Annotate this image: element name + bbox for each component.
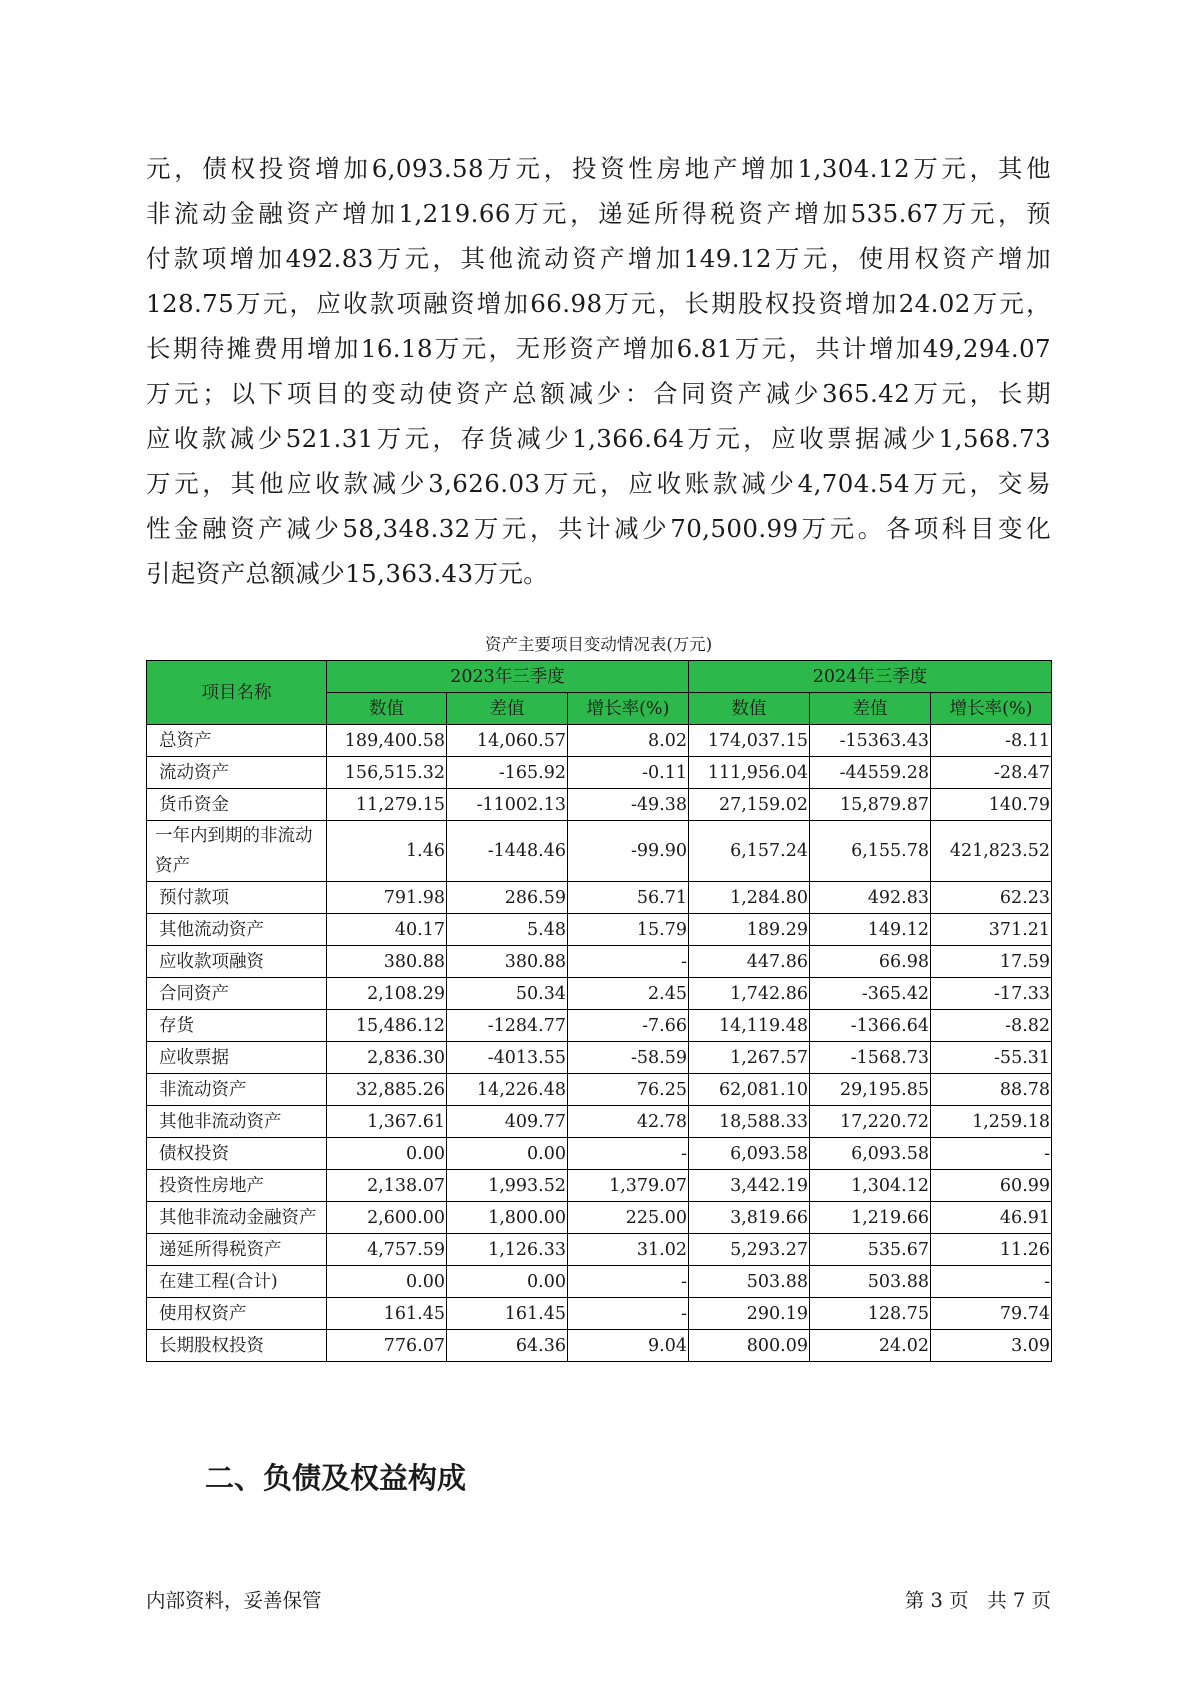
row-name-cell: 投资性房地产 — [147, 1170, 327, 1202]
diff-2023-cell: 5.48 — [447, 914, 568, 946]
asset-change-table — [146, 660, 1052, 1362]
value-2023-cell: 2,836.30 — [327, 1042, 447, 1074]
value-2023-cell: 2,138.07 — [327, 1170, 447, 1202]
paragraph-line: 应收款减少521.31万元，存货减少1,366.64万元，应收票据减少1,568.73 — [146, 424, 1051, 453]
row-name-cell: 货币资金 — [147, 789, 327, 821]
row-name-cell: 递延所得税资产 — [147, 1234, 327, 1266]
diff-2024-cell: 15,879.87 — [810, 789, 931, 821]
diff-2023-cell: 409.77 — [447, 1106, 568, 1138]
growth-2024-cell: -8.11 — [931, 725, 1052, 757]
diff-2024-cell: 66.98 — [810, 946, 931, 978]
diff-2024-cell: 1,219.66 — [810, 1202, 931, 1234]
growth-2024-cell: 62.23 — [931, 882, 1052, 914]
growth-2023-cell: -58.59 — [568, 1042, 689, 1074]
paragraph-line: 万元，其他应收款减少3,626.03万元，应收账款减少4,704.54万元，交易 — [146, 469, 1051, 498]
diff-2024-cell: -15363.43 — [810, 725, 931, 757]
growth-2024-cell: 60.99 — [931, 1170, 1052, 1202]
table-row — [147, 1330, 1052, 1362]
table-row — [147, 882, 1052, 914]
row-name-cell: 使用权资产 — [147, 1298, 327, 1330]
value-2023-cell: 4,757.59 — [327, 1234, 447, 1266]
subheader-growth-2023: 增长率(%) — [568, 693, 689, 725]
subheader-growth-2024: 增长率(%) — [931, 693, 1052, 725]
growth-2023-cell: - — [568, 946, 689, 978]
table-row — [147, 821, 1052, 882]
value-2023-cell: 776.07 — [327, 1330, 447, 1362]
growth-2024-cell: 140.79 — [931, 789, 1052, 821]
diff-2023-cell: 0.00 — [447, 1138, 568, 1170]
growth-2023-cell: -7.66 — [568, 1010, 689, 1042]
growth-2024-cell: 11.26 — [931, 1234, 1052, 1266]
growth-2023-cell: -0.11 — [568, 757, 689, 789]
diff-2023-cell: -11002.13 — [447, 789, 568, 821]
diff-2023-cell: 64.36 — [447, 1330, 568, 1362]
value-2024-cell: 14,119.48 — [689, 1010, 810, 1042]
diff-2023-cell: 1,993.52 — [447, 1170, 568, 1202]
table-row — [147, 1170, 1052, 1202]
table-row — [147, 1010, 1052, 1042]
value-2023-cell: 791.98 — [327, 882, 447, 914]
value-2023-cell: 32,885.26 — [327, 1074, 447, 1106]
diff-2023-cell: 1,126.33 — [447, 1234, 568, 1266]
growth-2024-cell: -8.82 — [931, 1010, 1052, 1042]
row-name-cell: 债权投资 — [147, 1138, 327, 1170]
growth-2024-cell: 371.21 — [931, 914, 1052, 946]
row-name-cell: 存货 — [147, 1010, 327, 1042]
value-2024-cell: 1,267.57 — [689, 1042, 810, 1074]
row-name-cell: 合同资产 — [147, 978, 327, 1010]
value-2023-cell: 156,515.32 — [327, 757, 447, 789]
table-row — [147, 1234, 1052, 1266]
paragraph-line: 非流动金融资产增加1,219.66万元，递延所得税资产增加535.67万元，预 — [146, 199, 1051, 228]
diff-2023-cell: 1,800.00 — [447, 1202, 568, 1234]
growth-2023-cell: -49.38 — [568, 789, 689, 821]
value-2023-cell: 0.00 — [327, 1138, 447, 1170]
value-2023-cell: 40.17 — [327, 914, 447, 946]
growth-2024-cell: 46.91 — [931, 1202, 1052, 1234]
growth-2024-cell: - — [931, 1266, 1052, 1298]
value-2024-cell: 6,157.24 — [689, 821, 810, 882]
value-2024-cell: 174,037.15 — [689, 725, 810, 757]
row-name-cell: 流动资产 — [147, 757, 327, 789]
value-2024-cell: 447.86 — [689, 946, 810, 978]
value-2023-cell: 15,486.12 — [327, 1010, 447, 1042]
value-2024-cell: 18,588.33 — [689, 1106, 810, 1138]
diff-2024-cell: 503.88 — [810, 1266, 931, 1298]
diff-2023-cell: -1284.77 — [447, 1010, 568, 1042]
growth-2023-cell: 42.78 — [568, 1106, 689, 1138]
diff-2023-cell: 14,060.57 — [447, 725, 568, 757]
row-name-cell: 应收票据 — [147, 1042, 327, 1074]
value-2024-cell: 189.29 — [689, 914, 810, 946]
growth-2024-cell: - — [931, 1138, 1052, 1170]
value-2024-cell: 5,293.27 — [689, 1234, 810, 1266]
growth-2024-cell: 17.59 — [931, 946, 1052, 978]
value-2023-cell: 1.46 — [327, 821, 447, 882]
growth-2024-cell: -17.33 — [931, 978, 1052, 1010]
growth-2023-cell: - — [568, 1266, 689, 1298]
paragraph-line: 128.75万元，应收款项融资增加66.98万元，长期股权投资增加24.02万元， — [146, 289, 1051, 318]
diff-2024-cell: -365.42 — [810, 978, 931, 1010]
growth-2023-cell: -99.90 — [568, 821, 689, 882]
row-name-cell: 其他流动资产 — [147, 914, 327, 946]
diff-2023-cell: 380.88 — [447, 946, 568, 978]
subheader-diff-2023: 差值 — [447, 693, 568, 725]
diff-2023-cell: 286.59 — [447, 882, 568, 914]
diff-2023-cell: -165.92 — [447, 757, 568, 789]
diff-2024-cell: 17,220.72 — [810, 1106, 931, 1138]
diff-2024-cell: 1,304.12 — [810, 1170, 931, 1202]
growth-2024-cell: 88.78 — [931, 1074, 1052, 1106]
table-row — [147, 757, 1052, 789]
value-2024-cell: 503.88 — [689, 1266, 810, 1298]
value-2024-cell: 3,819.66 — [689, 1202, 810, 1234]
paragraph-line: 万元；以下项目的变动使资产总额减少：合同资产减少365.42万元，长期 — [146, 379, 1051, 408]
growth-2023-cell: 15.79 — [568, 914, 689, 946]
value-2023-cell: 11,279.15 — [327, 789, 447, 821]
row-name-cell: 一年内到期的非流动资产 — [147, 821, 327, 882]
paragraph-line: 长期待摊费用增加16.18万元，无形资产增加6.81万元，共计增加49,294.07 — [146, 334, 1051, 363]
growth-2024-cell: -28.47 — [931, 757, 1052, 789]
table-row — [147, 1202, 1052, 1234]
value-2024-cell: 1,284.80 — [689, 882, 810, 914]
growth-2024-cell: -55.31 — [931, 1042, 1052, 1074]
subheader-diff-2024: 差值 — [810, 693, 931, 725]
table-row — [147, 1298, 1052, 1330]
row-name-cell: 预付款项 — [147, 882, 327, 914]
growth-2023-cell: 31.02 — [568, 1234, 689, 1266]
value-2023-cell: 2,108.29 — [327, 978, 447, 1010]
diff-2024-cell: 6,155.78 — [810, 821, 931, 882]
value-2024-cell: 290.19 — [689, 1298, 810, 1330]
value-2024-cell: 6,093.58 — [689, 1138, 810, 1170]
section-heading: 二、负债及权益构成 — [205, 1461, 467, 1495]
diff-2023-cell: -4013.55 — [447, 1042, 568, 1074]
diff-2024-cell: 6,093.58 — [810, 1138, 931, 1170]
diff-2023-cell: 0.00 — [447, 1266, 568, 1298]
value-2024-cell: 111,956.04 — [689, 757, 810, 789]
diff-2024-cell: 128.75 — [810, 1298, 931, 1330]
table-row — [147, 1042, 1052, 1074]
growth-2023-cell: - — [568, 1298, 689, 1330]
value-2023-cell: 0.00 — [327, 1266, 447, 1298]
table-row — [147, 725, 1052, 757]
value-2023-cell: 2,600.00 — [327, 1202, 447, 1234]
diff-2024-cell: 149.12 — [810, 914, 931, 946]
paragraph-line: 付款项增加492.83万元，其他流动资产增加149.12万元，使用权资产增加 — [146, 244, 1051, 273]
diff-2024-cell: -1366.64 — [810, 1010, 931, 1042]
value-2023-cell: 1,367.61 — [327, 1106, 447, 1138]
value-2024-cell: 800.09 — [689, 1330, 810, 1362]
table-row — [147, 789, 1052, 821]
table-row — [147, 1074, 1052, 1106]
footer-page-number: 第 3 页 共 7 页 — [904, 1589, 1051, 1612]
table-caption: 资产主要项目变动情况表(万元) — [484, 635, 713, 654]
value-2024-cell: 3,442.19 — [689, 1170, 810, 1202]
table-row — [147, 946, 1052, 978]
diff-2023-cell: -1448.46 — [447, 821, 568, 882]
growth-2024-cell: 421,823.52 — [931, 821, 1052, 882]
value-2024-cell: 27,159.02 — [689, 789, 810, 821]
growth-2024-cell: 3.09 — [931, 1330, 1052, 1362]
value-2023-cell: 189,400.58 — [327, 725, 447, 757]
row-name-cell: 总资产 — [147, 725, 327, 757]
table-row — [147, 1138, 1052, 1170]
value-2023-cell: 161.45 — [327, 1298, 447, 1330]
header-item-name: 项目名称 — [147, 661, 327, 725]
paragraph-line: 元，债权投资增加6,093.58万元，投资性房地产增加1,304.12万元，其他 — [146, 154, 1051, 183]
header-period-2023: 2023年三季度 — [327, 661, 689, 693]
growth-2023-cell: 2.45 — [568, 978, 689, 1010]
table-row — [147, 914, 1052, 946]
diff-2024-cell: 492.83 — [810, 882, 931, 914]
body-paragraph — [146, 146, 1051, 596]
growth-2023-cell: 76.25 — [568, 1074, 689, 1106]
growth-2023-cell: 56.71 — [568, 882, 689, 914]
growth-2023-cell: 1,379.07 — [568, 1170, 689, 1202]
row-name-cell: 在建工程(合计) — [147, 1266, 327, 1298]
subheader-value-2024: 数值 — [689, 693, 810, 725]
growth-2024-cell: 1,259.18 — [931, 1106, 1052, 1138]
row-name-cell: 其他非流动资产 — [147, 1106, 327, 1138]
growth-2023-cell: 9.04 — [568, 1330, 689, 1362]
diff-2024-cell: 24.02 — [810, 1330, 931, 1362]
growth-2023-cell: - — [568, 1138, 689, 1170]
diff-2023-cell: 14,226.48 — [447, 1074, 568, 1106]
growth-2024-cell: 79.74 — [931, 1298, 1052, 1330]
table-row — [147, 1266, 1052, 1298]
growth-2023-cell: 8.02 — [568, 725, 689, 757]
value-2023-cell: 380.88 — [327, 946, 447, 978]
footer-confidential-note: 内部资料，妥善保管 — [146, 1589, 322, 1612]
subheader-value-2023: 数值 — [327, 693, 447, 725]
row-name-cell: 非流动资产 — [147, 1074, 327, 1106]
diff-2024-cell: -44559.28 — [810, 757, 931, 789]
row-name-cell: 其他非流动金融资产 — [147, 1202, 327, 1234]
value-2024-cell: 1,742.86 — [689, 978, 810, 1010]
row-name-cell: 应收款项融资 — [147, 946, 327, 978]
table-row — [147, 1106, 1052, 1138]
paragraph-line: 性金融资产减少58,348.32万元，共计减少70,500.99万元。各项科目变化 — [146, 514, 1051, 543]
paragraph-line: 引起资产总额减少15,363.43万元。 — [146, 559, 549, 588]
diff-2023-cell: 50.34 — [447, 978, 568, 1010]
value-2024-cell: 62,081.10 — [689, 1074, 810, 1106]
diff-2024-cell: 29,195.85 — [810, 1074, 931, 1106]
table-row — [147, 978, 1052, 1010]
diff-2024-cell: 535.67 — [810, 1234, 931, 1266]
row-name-cell: 长期股权投资 — [147, 1330, 327, 1362]
diff-2024-cell: -1568.73 — [810, 1042, 931, 1074]
growth-2023-cell: 225.00 — [568, 1202, 689, 1234]
diff-2023-cell: 161.45 — [447, 1298, 568, 1330]
header-period-2024: 2024年三季度 — [689, 661, 1052, 693]
